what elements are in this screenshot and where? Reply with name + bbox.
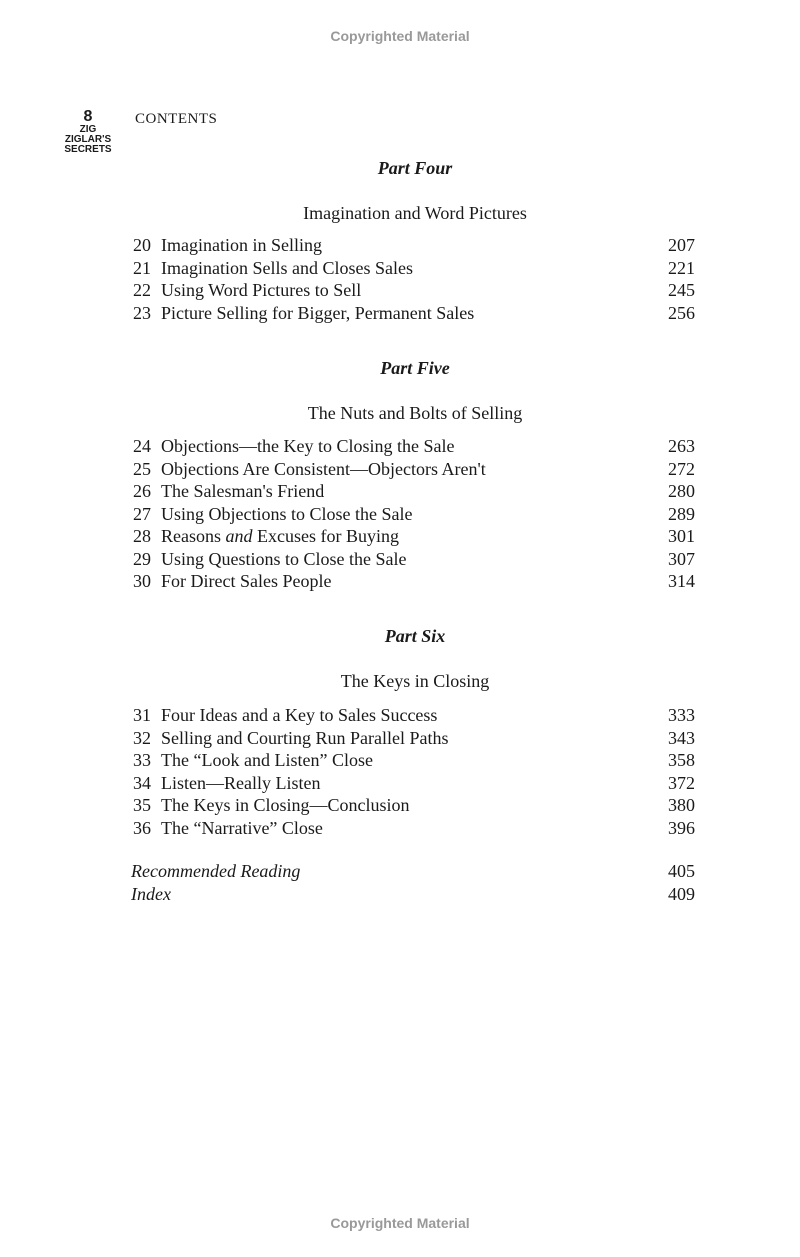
chapter-number: 34 <box>133 772 151 793</box>
part-title: Part Five <box>380 358 450 378</box>
watermark-top: Copyrighted Material <box>330 28 470 44</box>
toc-entry[interactable] <box>133 280 695 303</box>
page-ref: 245 <box>668 280 695 300</box>
chapter-title: Four Ideas and a Key to Sales Success <box>161 705 438 725</box>
page-ref: 343 <box>668 727 695 748</box>
part-title: Part Four <box>377 158 453 178</box>
toc-entry[interactable] <box>133 818 695 841</box>
book-title-line: ZIGLAR'S <box>64 134 112 145</box>
page-ref: 372 <box>668 772 695 793</box>
chapter-title: Imagination Sells and Closes Sales <box>161 257 413 278</box>
toc-entry[interactable] <box>133 705 695 728</box>
toc-entry[interactable] <box>133 235 695 258</box>
page-ref: 314 <box>668 571 695 591</box>
page-ref: 207 <box>668 235 695 255</box>
chapter-number: 20 <box>133 235 151 255</box>
toc-entry[interactable] <box>133 258 695 281</box>
page-ref: 396 <box>668 817 695 838</box>
page-number: 8 <box>83 108 93 125</box>
chapter-title: The “Narrative” Close <box>161 817 323 838</box>
toc-entry[interactable] <box>133 481 695 504</box>
page-ref: 307 <box>668 548 695 569</box>
chapter-title: The Keys in Closing—Conclusion <box>161 795 410 815</box>
page-ref: 263 <box>668 436 695 456</box>
toc-entry[interactable] <box>133 750 695 773</box>
toc-entry[interactable] <box>133 526 695 549</box>
chapter-title: Listen—Really Listen <box>161 772 321 793</box>
chapter-title: The “Look and Listen” Close <box>161 750 373 770</box>
toc-entry[interactable] <box>133 773 695 796</box>
back-matter-title: Recommended Reading <box>131 861 301 881</box>
toc-entry[interactable] <box>133 728 695 751</box>
book-title-line: ZIG <box>79 124 97 135</box>
page-ref: 280 <box>668 481 695 501</box>
chapter-number: 27 <box>133 503 151 524</box>
page-ref: 409 <box>668 883 695 904</box>
back-matter-title: Index <box>131 883 171 904</box>
chapter-number: 22 <box>133 280 151 300</box>
chapter-title: The Salesman's Friend <box>161 481 325 501</box>
chapter-number: 21 <box>133 257 151 278</box>
chapter-title: For Direct Sales People <box>161 571 332 591</box>
part-subtitle: Imagination and Word Pictures <box>303 203 527 223</box>
page-ref: 405 <box>668 861 695 881</box>
chapter-number: 30 <box>133 571 151 591</box>
toc-entry[interactable] <box>133 571 695 594</box>
chapter-number: 28 <box>133 526 151 546</box>
toc-entry[interactable] <box>133 303 695 326</box>
chapter-number: 36 <box>133 817 151 838</box>
chapter-number: 25 <box>133 458 151 479</box>
part-subtitle: The Keys in Closing <box>340 671 490 691</box>
chapter-number: 32 <box>133 727 151 748</box>
book-title-line: SECRETS <box>64 144 112 155</box>
running-head <box>58 109 118 155</box>
chapter-number: 31 <box>133 705 151 725</box>
page-ref: 256 <box>668 302 695 323</box>
chapter-title: Using Word Pictures to Sell <box>161 280 362 300</box>
chapter-title: Reasons and Excuses for Buying <box>161 526 399 546</box>
chapter-title: Using Objections to Close the Sale <box>161 503 413 524</box>
toc-entry[interactable] <box>133 504 695 527</box>
toc-entry[interactable] <box>133 459 695 482</box>
toc-entry[interactable] <box>133 795 695 818</box>
chapter-number: 23 <box>133 302 151 323</box>
chapter-number: 24 <box>133 436 151 456</box>
chapter-number: 35 <box>133 795 151 815</box>
page-ref: 333 <box>668 705 695 725</box>
page-ref: 272 <box>668 458 695 479</box>
section-heading: CONTENTS <box>135 111 218 127</box>
page-ref: 358 <box>668 750 695 770</box>
toc-entry[interactable] <box>133 436 695 459</box>
chapter-number: 26 <box>133 481 151 501</box>
chapter-number: 29 <box>133 548 151 569</box>
chapter-title: Objections—the Key to Closing the Sale <box>161 436 455 456</box>
back-matter-entry[interactable] <box>131 884 695 907</box>
chapter-title: Selling and Courting Run Parallel Paths <box>161 727 449 748</box>
chapter-title: Picture Selling for Bigger, Permanent Sales <box>161 302 475 323</box>
watermark-bottom: Copyrighted Material <box>330 1215 470 1231</box>
chapter-number: 33 <box>133 750 151 770</box>
chapter-title: Imagination in Selling <box>161 235 322 255</box>
page-ref: 380 <box>668 795 695 815</box>
page-ref: 301 <box>668 526 695 546</box>
back-matter-entry[interactable] <box>131 861 695 884</box>
page-ref: 221 <box>668 257 695 278</box>
page-ref: 289 <box>668 503 695 524</box>
chapter-title: Objections Are Consistent—Objectors Aren't <box>161 458 486 479</box>
part-title: Part Six <box>384 626 446 646</box>
toc-entry[interactable] <box>133 549 695 572</box>
chapter-title: Using Questions to Close the Sale <box>161 548 407 569</box>
part-subtitle: The Nuts and Bolts of Selling <box>307 403 523 423</box>
